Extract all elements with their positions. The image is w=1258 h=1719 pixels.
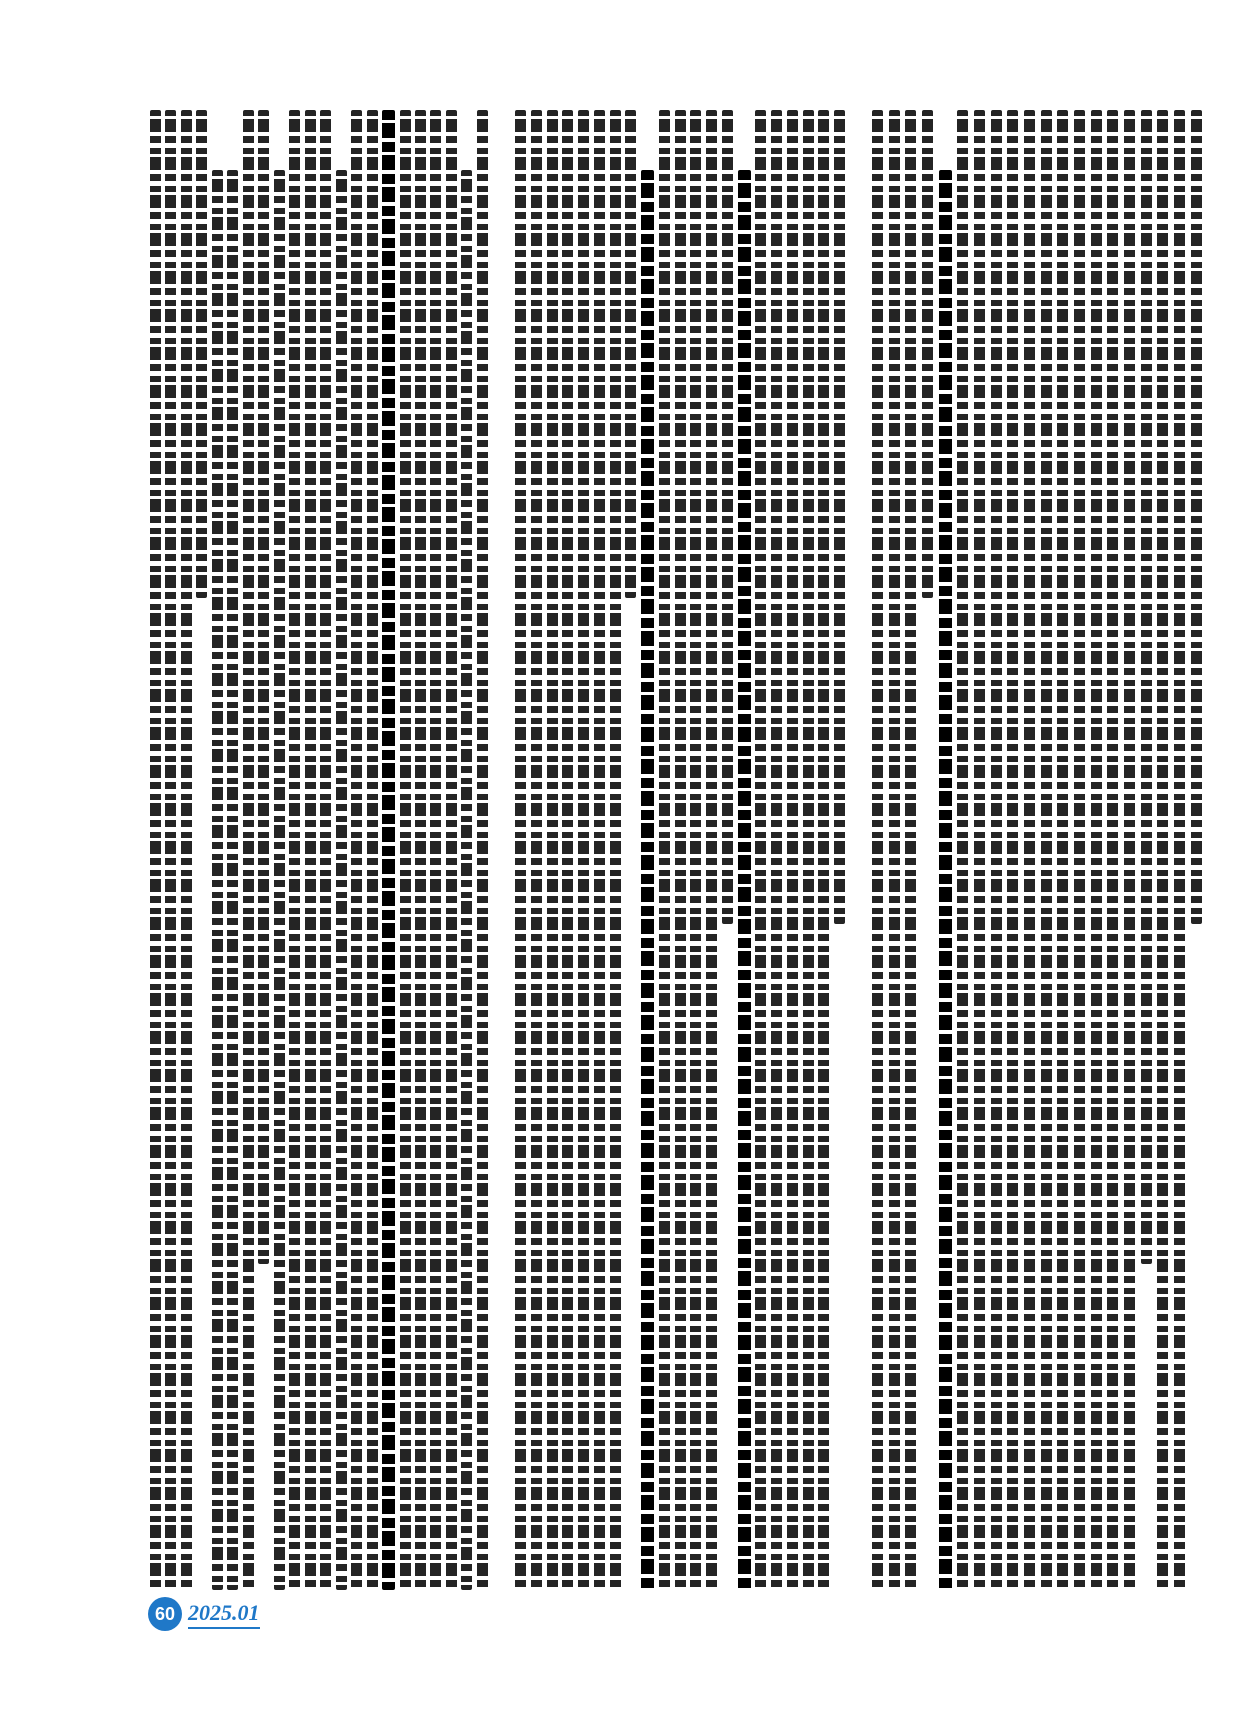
text-line [1174, 110, 1185, 1590]
section-heading [939, 170, 952, 1590]
text-line [351, 110, 362, 1590]
text-line [461, 170, 472, 1590]
text-line [320, 110, 331, 1590]
list-item-text [336, 170, 347, 1590]
text-line [367, 110, 378, 1590]
text-line [690, 110, 701, 1590]
text-column-right [872, 110, 1202, 1590]
list-item-text [274, 170, 285, 1590]
text-line [531, 110, 542, 1590]
text-line [755, 110, 766, 1590]
text-line [625, 110, 636, 598]
text-line [974, 110, 985, 1590]
text-line [991, 110, 1002, 1590]
issue-label: 2025.01 [188, 1600, 260, 1629]
text-line [258, 110, 269, 1264]
text-line [515, 110, 526, 1590]
text-line [1191, 110, 1202, 924]
text-line [706, 110, 717, 1590]
page-number: 60 [148, 1597, 182, 1631]
text-line [771, 110, 782, 1590]
text-line [594, 110, 605, 1590]
text-line [659, 110, 670, 1590]
text-column-left [150, 110, 488, 1590]
text-line [430, 110, 441, 1590]
text-line [181, 110, 192, 1590]
text-line [818, 110, 829, 1590]
text-line [1091, 110, 1102, 1590]
text-line [922, 110, 933, 598]
text-line [803, 110, 814, 1590]
text-line [243, 110, 254, 1590]
text-line [787, 110, 798, 1590]
section-heading [641, 170, 654, 1590]
text-line [1124, 110, 1135, 1590]
text-line [400, 110, 411, 1590]
text-line [446, 110, 457, 1590]
text-line [165, 110, 176, 1590]
text-line [889, 110, 900, 1590]
text-line [675, 110, 686, 1590]
text-line [477, 110, 488, 1590]
text-line [1141, 110, 1152, 1264]
text-line [289, 110, 300, 1590]
section-heading [738, 170, 751, 1590]
text-line [905, 110, 916, 1590]
text-line [578, 110, 589, 1590]
text-line [562, 110, 573, 1590]
section-heading [382, 110, 395, 1590]
text-line [415, 110, 426, 1590]
text-line [196, 110, 207, 598]
text-line [610, 110, 621, 1590]
text-line [305, 110, 316, 1590]
text-line [1024, 110, 1035, 1590]
text-line [1157, 110, 1168, 1590]
text-line [150, 110, 161, 1590]
text-line [834, 110, 845, 924]
text-column-middle [515, 110, 845, 1590]
text-line [1007, 110, 1018, 1590]
text-line [547, 110, 558, 1590]
text-line [1074, 110, 1085, 1590]
text-line [872, 110, 883, 1590]
text-line [1041, 110, 1052, 1590]
text-line [722, 110, 733, 924]
text-line [1057, 110, 1068, 1590]
text-line [212, 170, 223, 1590]
page-footer [148, 1597, 260, 1631]
list-item-text [227, 170, 238, 1590]
text-line [957, 110, 968, 1590]
text-line [1107, 110, 1118, 1590]
